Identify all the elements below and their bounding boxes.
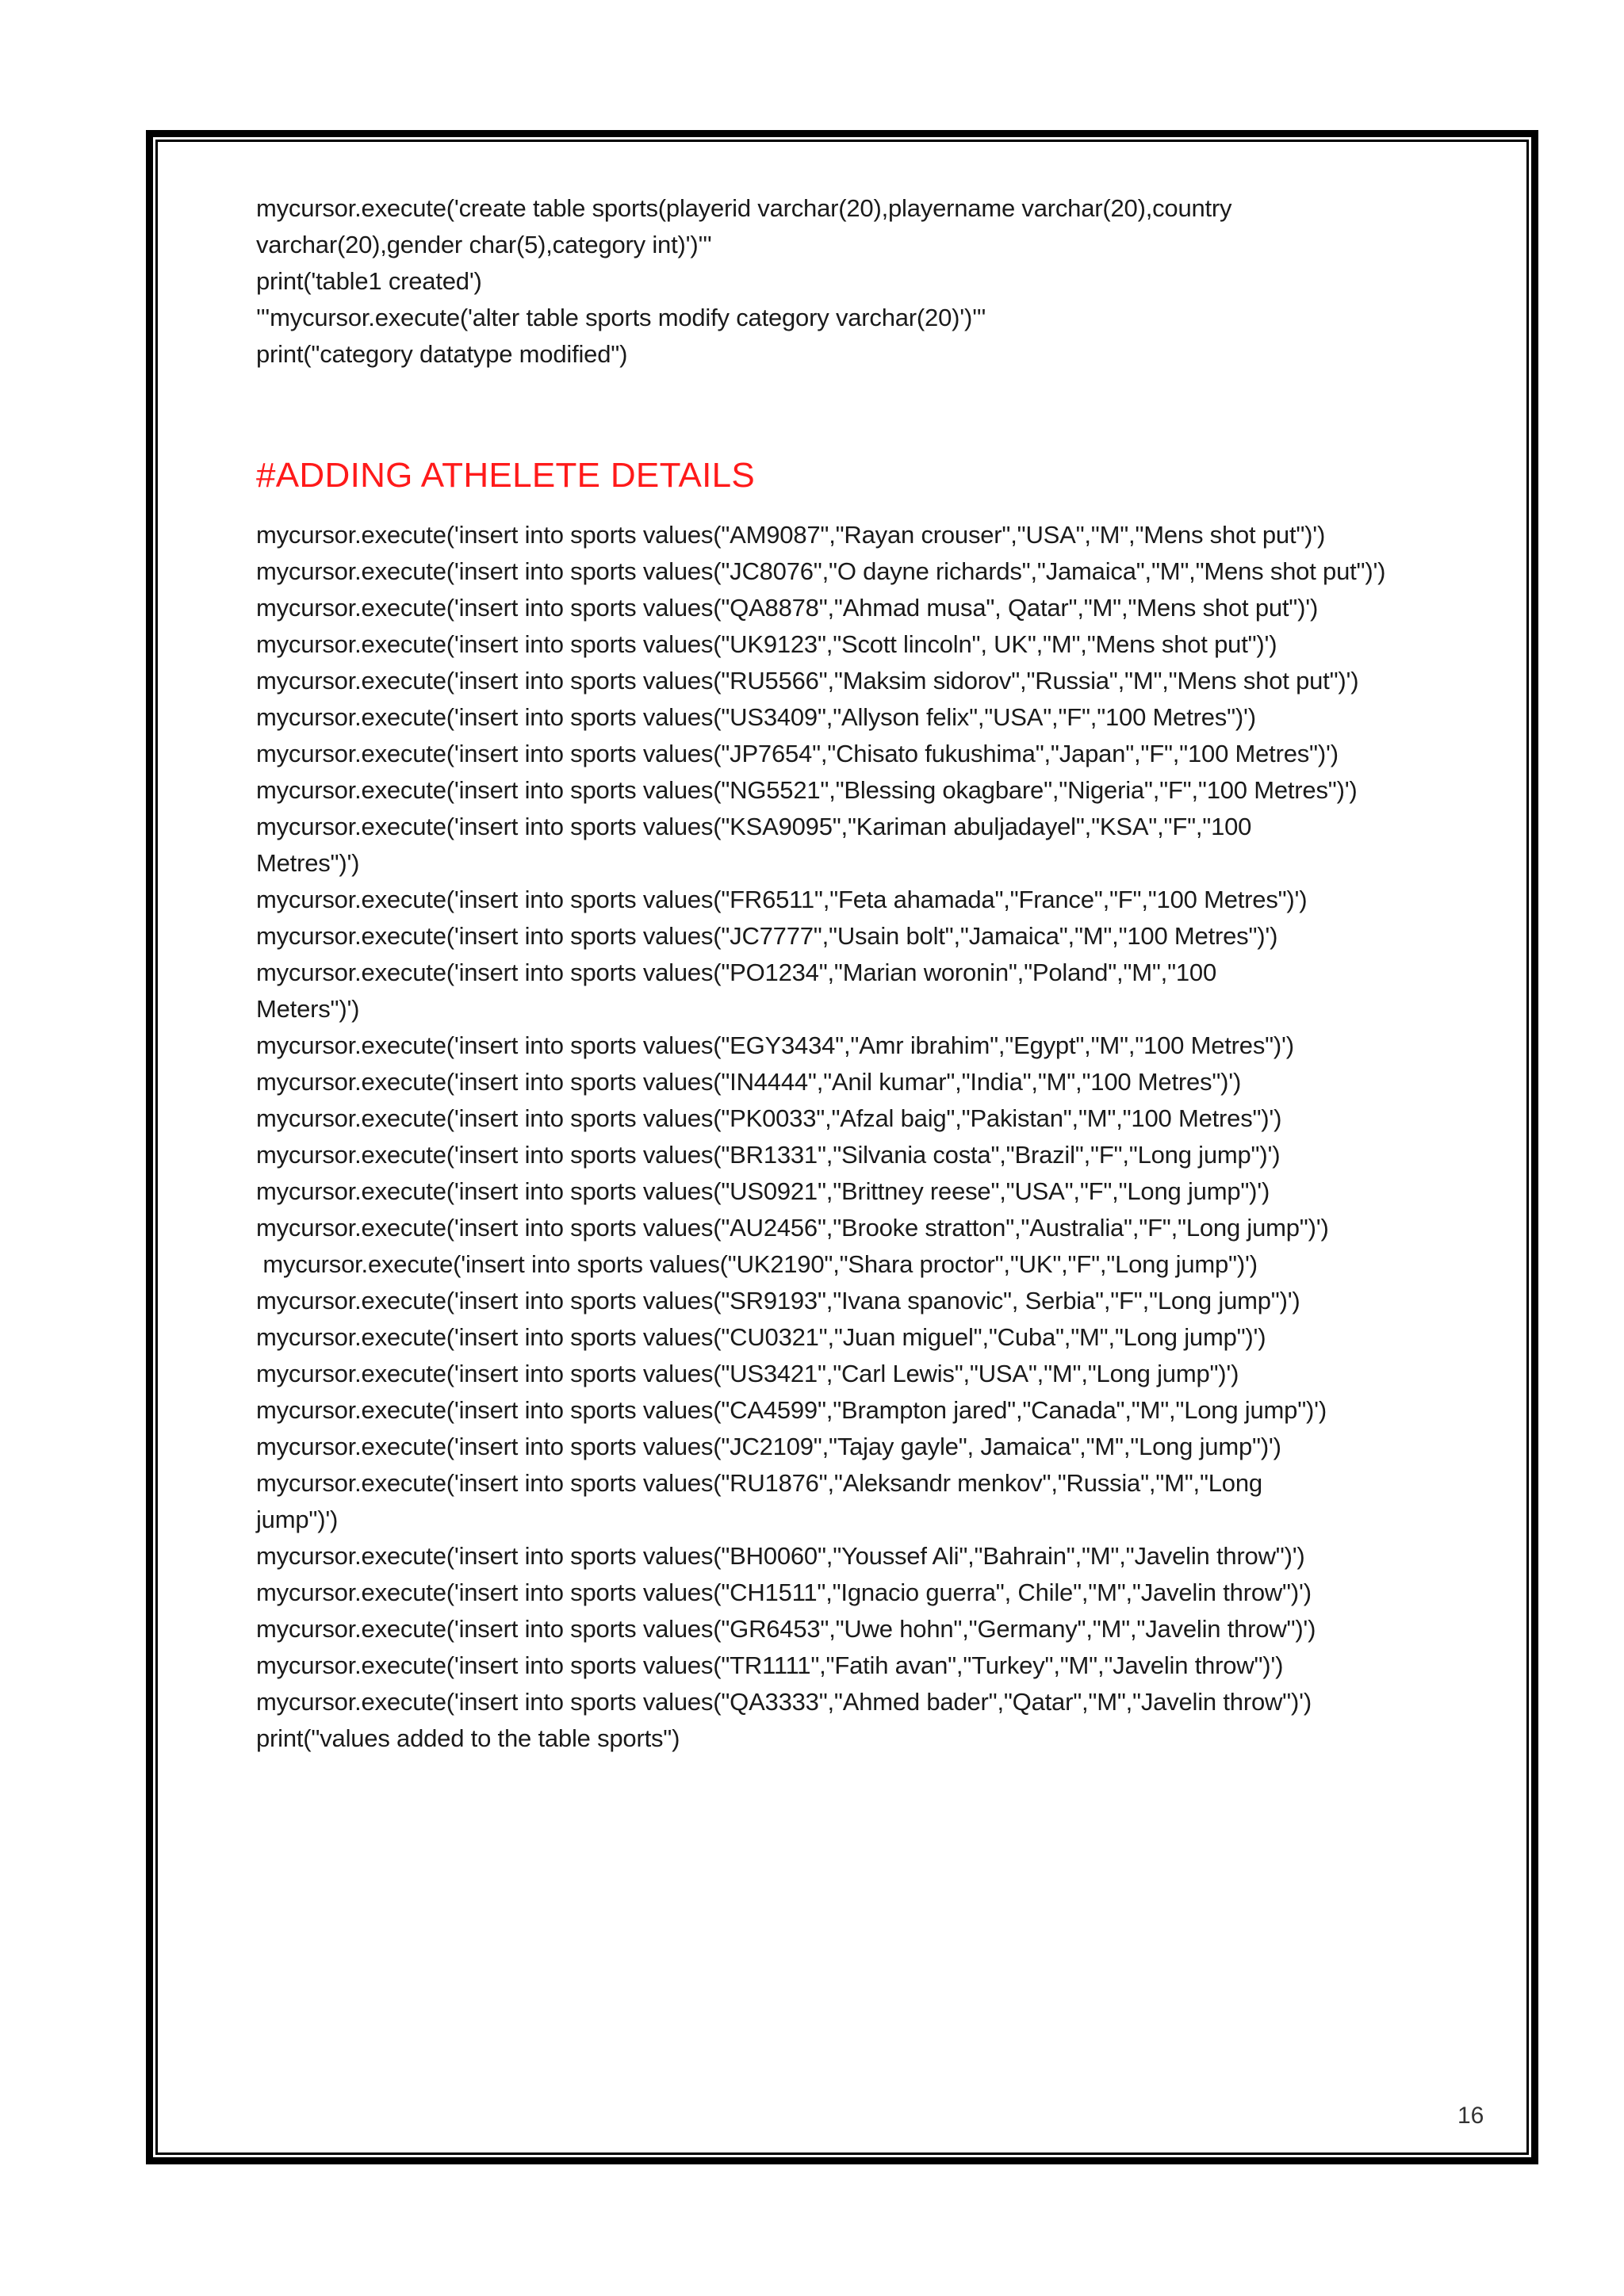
code-line: mycursor.execute('insert into sports values("US3409","Allyson felix","USA","F","100 Metres")')	[256, 703, 1256, 731]
code-line: print("values added to the table sports")	[256, 1724, 680, 1752]
code-line: mycursor.execute('insert into sports values("JC7777","Usain bolt","Jamaica","M","100 Metres")')	[256, 922, 1278, 950]
code-line: mycursor.execute('insert into sports values("BH0060","Youssef Ali","Bahrain","M","Javelin throw")')	[256, 1542, 1305, 1570]
code-content	[256, 190, 1477, 1757]
code-line: mycursor.execute('insert into sports values("AU2456","Brooke stratton","Australia","F","Long jump")')	[256, 1214, 1329, 1242]
code-line: mycursor.execute('insert into sports values("TR1111","Fatih avan","Turkey","M","Javelin throw")')	[256, 1651, 1284, 1679]
code-line: mycursor.execute('insert into sports values("JP7654","Chisato fukushima","Japan","F","100 Metres")')	[256, 740, 1339, 767]
code-line: Metres")')	[256, 849, 360, 877]
code-line: print('table1 created')	[256, 267, 482, 295]
code-line: mycursor.execute('insert into sports values("CU0321","Juan miguel","Cuba","M","Long jump")')	[256, 1323, 1266, 1351]
code-line: mycursor.execute('insert into sports values("GR6453","Uwe hohn","Germany","M","Javelin throw")')	[256, 1615, 1316, 1643]
code-line: mycursor.execute('insert into sports values("CH1511","Ignacio guerra", Chile","M","Javelin throw")')	[256, 1578, 1312, 1606]
code-line: mycursor.execute('insert into sports values("RU1876","Aleksandr menkov","Russia","M","Long	[256, 1469, 1262, 1497]
section-heading: #ADDING ATHELETE DETAILS	[256, 456, 756, 495]
insert-code-block	[256, 517, 1477, 1757]
code-line: mycursor.execute('insert into sports values("QA3333","Ahmed bader","Qatar","M","Javelin throw")')	[256, 1688, 1312, 1716]
code-line: jump")')	[256, 1506, 339, 1533]
code-line: mycursor.execute('insert into sports values("CA4599","Brampton jared","Canada","M","Long jump")')	[256, 1396, 1327, 1424]
code-line: mycursor.execute('insert into sports values("PO1234","Marian woronin","Poland","M","100	[256, 959, 1216, 986]
code-line: mycursor.execute('create table sports(playerid varchar(20),playername varchar(20),country	[256, 194, 1232, 222]
intro-code-block	[256, 190, 1477, 373]
code-line: mycursor.execute('insert into sports values("UK2190","Shara proctor","UK","F","Long jump")')	[256, 1250, 1258, 1278]
code-line: mycursor.execute('insert into sports values("EGY3434","Amr ibrahim","Egypt","M","100 Metres")')	[256, 1031, 1294, 1059]
code-line: mycursor.execute('insert into sports values("US0921","Brittney reese","USA","F","Long jump")')	[256, 1177, 1270, 1205]
code-line: mycursor.execute('insert into sports values("BR1331","Silvania costa","Brazil","F","Long jump")')	[256, 1141, 1281, 1169]
code-line: '''mycursor.execute('alter table sports modify category varchar(20)')'''	[256, 304, 986, 331]
code-line: mycursor.execute('insert into sports values("AM9087","Rayan crouser","USA","M","Mens shot put")')	[256, 521, 1326, 549]
code-line: mycursor.execute('insert into sports values("QA8878","Ahmad musa", Qatar","M","Mens shot put")')	[256, 594, 1319, 622]
code-line: mycursor.execute('insert into sports values("RU5566","Maksim sidorov","Russia","M","Mens shot put")')	[256, 667, 1359, 695]
code-line: varchar(20),gender char(5),category int)')'''	[256, 231, 712, 258]
code-line: mycursor.execute('insert into sports values("US3421","Carl Lewis","USA","M","Long jump")')	[256, 1360, 1239, 1387]
code-line: mycursor.execute('insert into sports values("JC8076","O dayne richards","Jamaica","M","Mens shot put")')	[256, 557, 1386, 585]
code-line: mycursor.execute('insert into sports values("SR9193","Ivana spanovic", Serbia","F","Long jump")')	[256, 1287, 1300, 1314]
code-line: mycursor.execute('insert into sports values("JC2109","Tajay gayle", Jamaica","M","Long jump")')	[256, 1433, 1281, 1460]
code-line: mycursor.execute('insert into sports values("PK0033","Afzal baig","Pakistan","M","100 Metres")')	[256, 1104, 1282, 1132]
page-number: 16	[1457, 2103, 1484, 2129]
code-line: mycursor.execute('insert into sports values("UK9123","Scott lincoln", UK","M","Mens shot put")')	[256, 630, 1277, 658]
code-line: mycursor.execute('insert into sports values("IN4444","Anil kumar","India","M","100 Metres")')	[256, 1068, 1242, 1096]
code-line: Meters")')	[256, 995, 360, 1023]
code-line: mycursor.execute('insert into sports values("FR6511","Feta ahamada","France","F","100 Metres")')	[256, 886, 1308, 913]
code-line: print("category datatype modified")	[256, 340, 628, 368]
code-line: mycursor.execute('insert into sports values("NG5521","Blessing okagbare","Nigeria","F","100 Metres")')	[256, 776, 1358, 804]
code-line: mycursor.execute('insert into sports values("KSA9095","Kariman abuljadayel","KSA","F","100	[256, 813, 1252, 840]
